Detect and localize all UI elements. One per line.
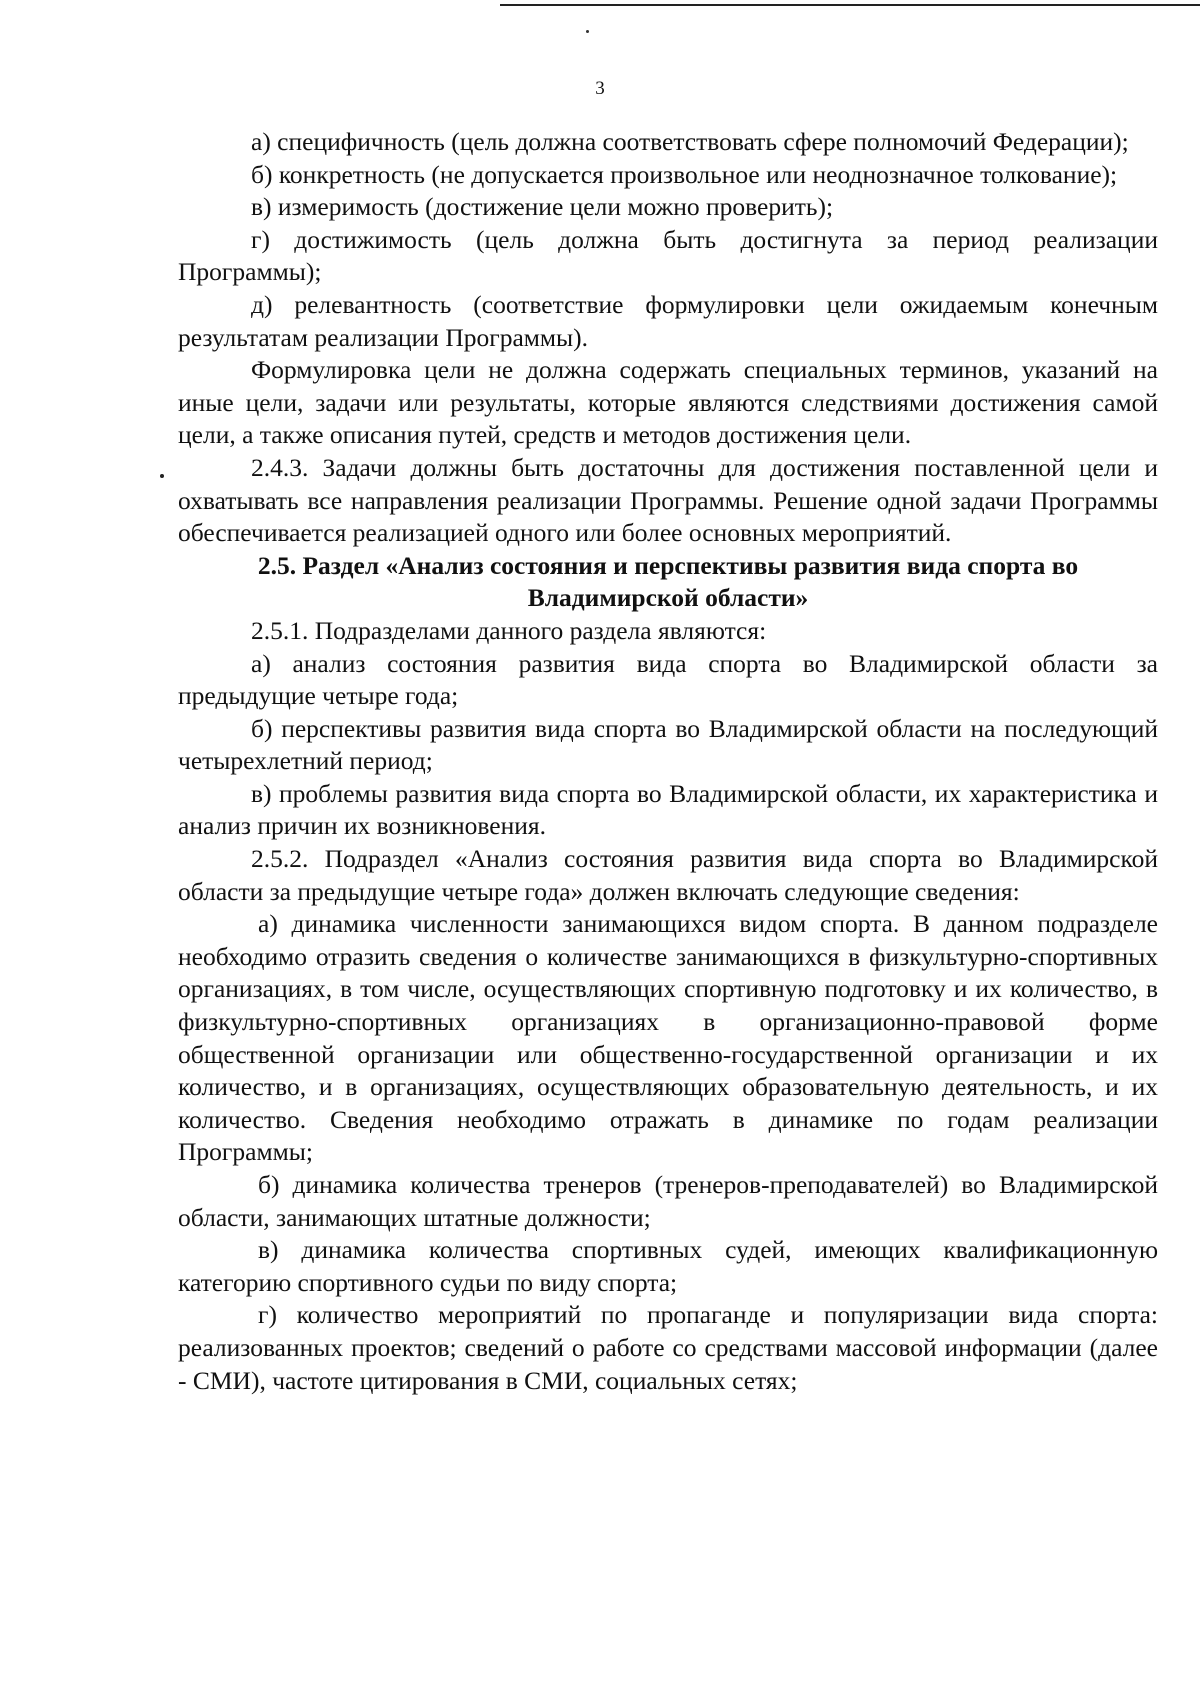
paragraph-info-v: в) динамика количества спортивных судей, имеющих квалификационную категорию спортивного судьи по виду спорта; (178, 1235, 1158, 1297)
margin-mark-dot (160, 474, 164, 478)
scan-artifact-dot (586, 30, 589, 33)
paragraph-item-b: б) конкретность (не допускается произвольное или неоднозначное толкование); (251, 159, 1118, 189)
scan-edge-line (500, 4, 1200, 6)
paragraph-info-g: г) количество мероприятий по пропаганде и популяризации вида спорта: реализованных проектов; сведений о работе со средствами массовой информации (далее - СМИ), частоте цитирования в СМИ, социальных сетях; (178, 1300, 1158, 1395)
paragraph-2-4-3: 2.4.3. Задачи должны быть достаточны для достижения поставленной цели и охватывать все направления реализации Программы. Решение одной задачи Программы обеспечивается реализацией одного или более основных мероприятий. (178, 452, 1158, 548)
paragraph-subsection-a: а) анализ состояния развития вида спорта во Владимирской области за предыдущие четыре года; (178, 648, 1158, 711)
document-body (178, 126, 1158, 1397)
paragraph-goal-wording: Формулировка цели не должна содержать специальных терминов, указаний на иные цели, задачи или результаты, которые являются следствиями достижения самой цели, а также описания путей, средств и методов достижения цели. (178, 355, 1158, 450)
paragraph-item-a: а) специфичность (цель должна соответствовать сфере полномочий Федерации); (251, 127, 1129, 156)
paragraph-2-5-2: 2.5.2. Подраздел «Анализ состояния развития вида спорта во Владимирской области за предыдущие четыре года» должен включать следующие сведения: (178, 844, 1158, 906)
paragraph-item-v: в) измеримость (достижение цели можно проверить); (251, 192, 834, 222)
paragraph-info-b: б) динамика количества тренеров (тренеров-преподавателей) во Владимирской области, занимающих штатные должности; (178, 1170, 1158, 1232)
paragraph-info-a: а) динамика численности занимающихся видом спорта. В данном подразделе необходимо отразить сведения о количестве занимающихся в физкультурно-спортивных организациях, в том числе, осуществляющих спортивную подготовку и их количество, в физкультурно-спортивных организациях в организационно-правовой форме общественной организации или общественно-государственной организации и их количество, и в организациях, осуществляющих образовательную деятельность, и их количество. Сведения необходимо отражать в динамике по годам реализации Программы; (178, 909, 1158, 1167)
paragraph-item-g: г) достижимость (цель должна быть достигнута за период реализации Программы); (178, 224, 1158, 287)
paragraph-item-d: д) релевантность (соответствие формулировки цели ожидаемым конечным результатам реализации Программы). (178, 289, 1158, 352)
paragraph-subsection-v: в) проблемы развития вида спорта во Владимирской области, их характеристика и анализ причин их возникновения. (178, 778, 1158, 841)
paragraph-subsection-b: б) перспективы развития вида спорта во Владимирской области на последующий четырехлетний период; (178, 713, 1158, 776)
paragraph-2-5-1: 2.5.1. Подразделами данного раздела являются: (251, 615, 767, 645)
section-heading-2-5: 2.5. Раздел «Анализ состояния и перспективы развития вида спорта во Владимирской области» (257, 550, 1079, 613)
page-number: 3 (595, 78, 605, 99)
